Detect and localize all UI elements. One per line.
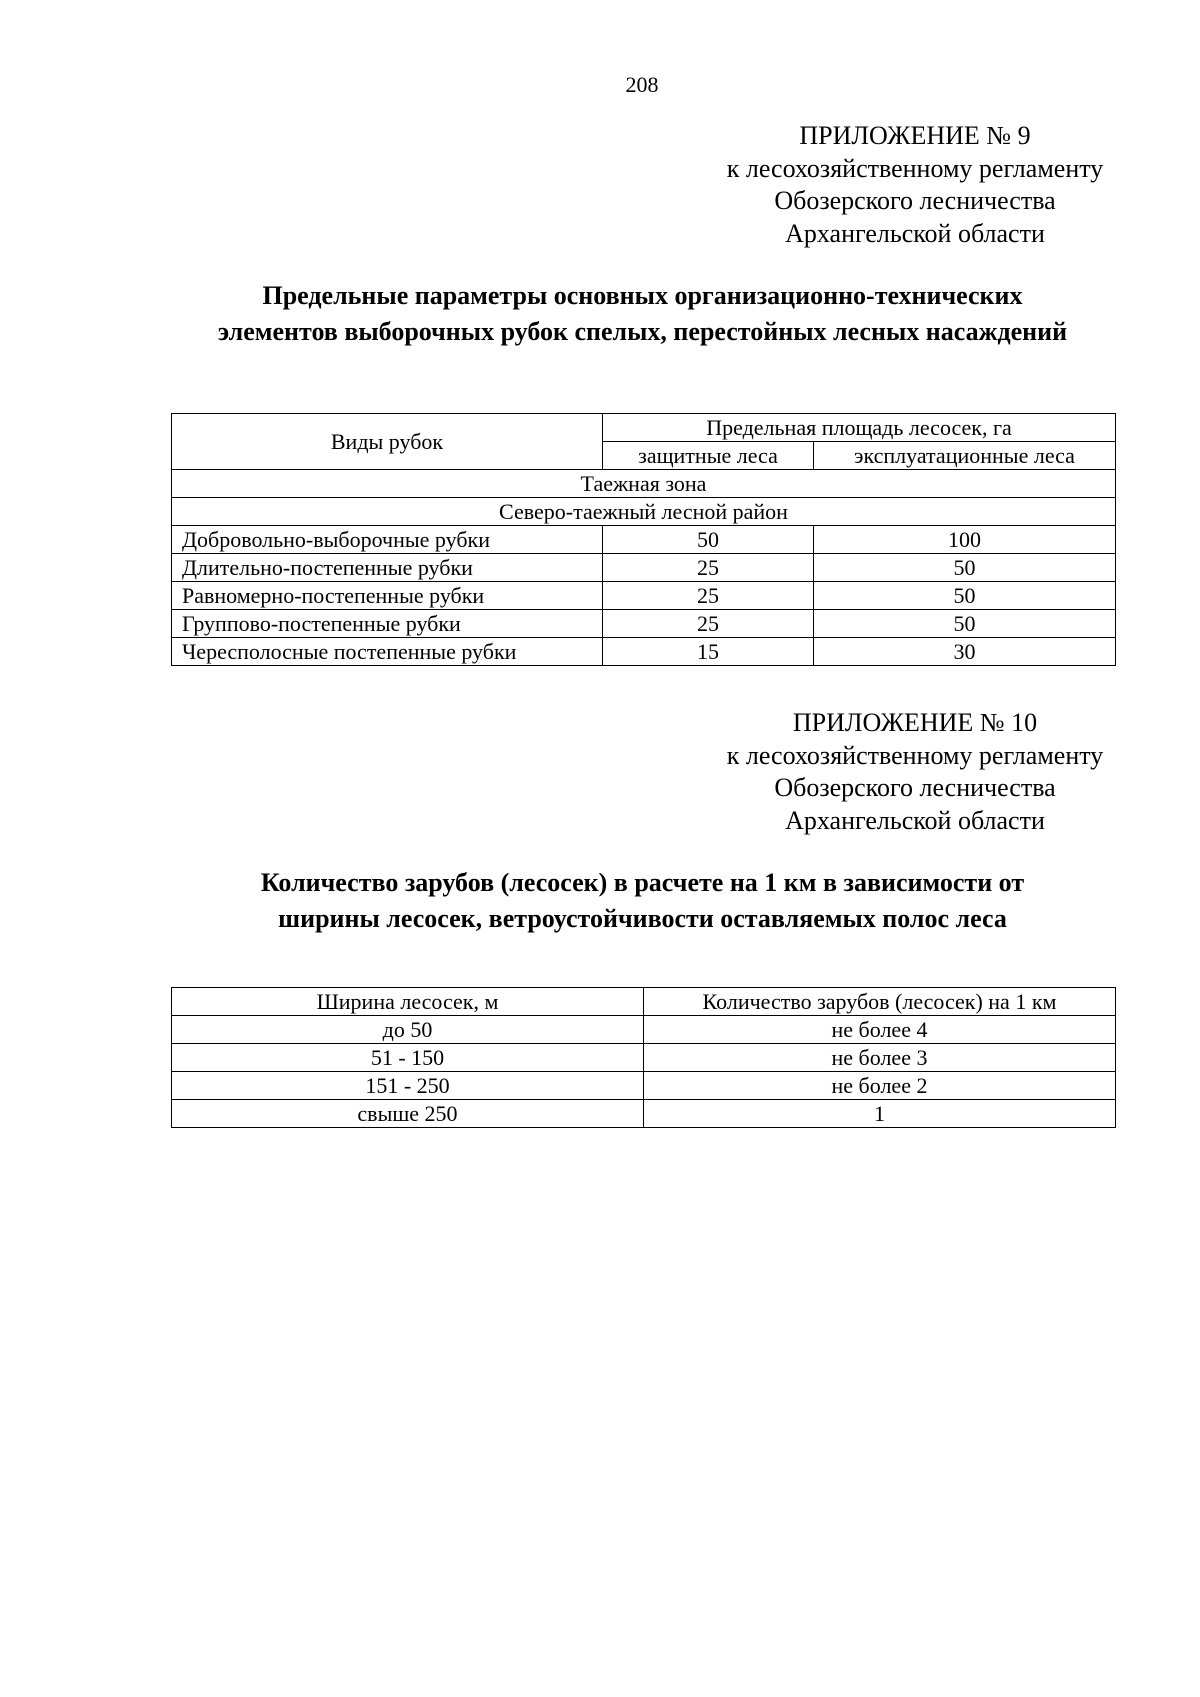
- header-exploitation-forests: эксплуатационные леса: [814, 442, 1116, 470]
- header-cut-width: Ширина лесосек, м: [172, 988, 644, 1016]
- table-row: [172, 1072, 1116, 1100]
- appendix-10-header: [660, 707, 1170, 837]
- header-protective-forests: защитные леса: [603, 442, 814, 470]
- cut-width-cell: до 50: [172, 1016, 644, 1044]
- district-label: Северо-таежный лесной район: [172, 498, 1116, 526]
- cutting-type-cell: Группово-постепенные рубки: [172, 610, 603, 638]
- table-9-title-line-2: элементов выборочных рубок спелых, перестойных лесных насаждений: [217, 317, 1068, 346]
- protective-area-cell: 25: [603, 582, 814, 610]
- table-row: [172, 582, 1116, 610]
- table-9-title: [150, 278, 1135, 350]
- exploitation-area-cell: 50: [814, 554, 1116, 582]
- cutting-type-cell: Длительно-постепенные рубки: [172, 554, 603, 582]
- exploitation-area-cell: 50: [814, 582, 1116, 610]
- exploitation-area-cell: 50: [814, 610, 1116, 638]
- cut-width-cell: 151 - 250: [172, 1072, 644, 1100]
- cuts-count-cell: не более 4: [644, 1016, 1116, 1044]
- appendix-10-number: ПРИЛОЖЕНИЕ № 10: [792, 708, 1038, 737]
- table-row: [172, 526, 1116, 554]
- cutting-type-cell: Равномерно-постепенные рубки: [172, 582, 603, 610]
- appendix-10-forestry: Обозерского лесничества: [774, 773, 1056, 802]
- header-cutting-type: Виды рубок: [172, 414, 603, 470]
- cuts-per-km-table: [171, 987, 1116, 1128]
- table-row: [172, 1044, 1116, 1072]
- table-row: [172, 1100, 1116, 1128]
- table-10-title-line-2: ширины лесосек, ветроустойчивости оставляемых полос леса: [278, 904, 1007, 933]
- table-10-title: [150, 865, 1135, 937]
- exploitation-area-cell: 100: [814, 526, 1116, 554]
- cuts-count-cell: 1: [644, 1100, 1116, 1128]
- header-area-limit: Предельная площадь лесосек, га: [603, 414, 1116, 442]
- appendix-9-region: Архангельской области: [785, 218, 1045, 248]
- table-header-row: [172, 414, 1116, 442]
- appendix-9-header: [660, 120, 1170, 250]
- table-10-title-line-1: Количество зарубов (лесосек) в расчете на 1 км в зависимости от: [260, 868, 1025, 897]
- page-number: 208: [625, 72, 659, 97]
- appendix-10-region: Архангельской области: [785, 805, 1045, 835]
- appendix-10-regulation: к лесохозяйственному регламенту: [726, 740, 1104, 770]
- table-row: [172, 638, 1116, 666]
- protective-area-cell: 15: [603, 638, 814, 666]
- cuts-count-cell: не более 3: [644, 1044, 1116, 1072]
- table-row: [172, 554, 1116, 582]
- protective-area-cell: 50: [603, 526, 814, 554]
- cutting-type-cell: Добровольно-выборочные рубки: [172, 526, 603, 554]
- table-header-row: [172, 988, 1116, 1016]
- cutting-limits-table: [171, 413, 1116, 666]
- table-9-title-line-1: Предельные параметры основных организационно-технических: [262, 281, 1023, 310]
- appendix-9-forestry: Обозерского лесничества: [774, 186, 1056, 215]
- cuts-count-cell: не более 2: [644, 1072, 1116, 1100]
- header-cuts-count: Количество зарубов (лесосек) на 1 км: [644, 988, 1116, 1016]
- table-row: [172, 610, 1116, 638]
- exploitation-area-cell: 30: [814, 638, 1116, 666]
- protective-area-cell: 25: [603, 554, 814, 582]
- cut-width-cell: 51 - 150: [172, 1044, 644, 1072]
- protective-area-cell: 25: [603, 610, 814, 638]
- zone-row: [172, 470, 1116, 498]
- appendix-9-number: ПРИЛОЖЕНИЕ № 9: [799, 121, 1031, 150]
- cutting-type-cell: Чересполосные постепенные рубки: [172, 638, 603, 666]
- appendix-9-regulation: к лесохозяйственному регламенту: [726, 153, 1104, 183]
- zone-label: Таежная зона: [172, 470, 1116, 498]
- cut-width-cell: свыше 250: [172, 1100, 644, 1128]
- district-row: [172, 498, 1116, 526]
- table-row: [172, 1016, 1116, 1044]
